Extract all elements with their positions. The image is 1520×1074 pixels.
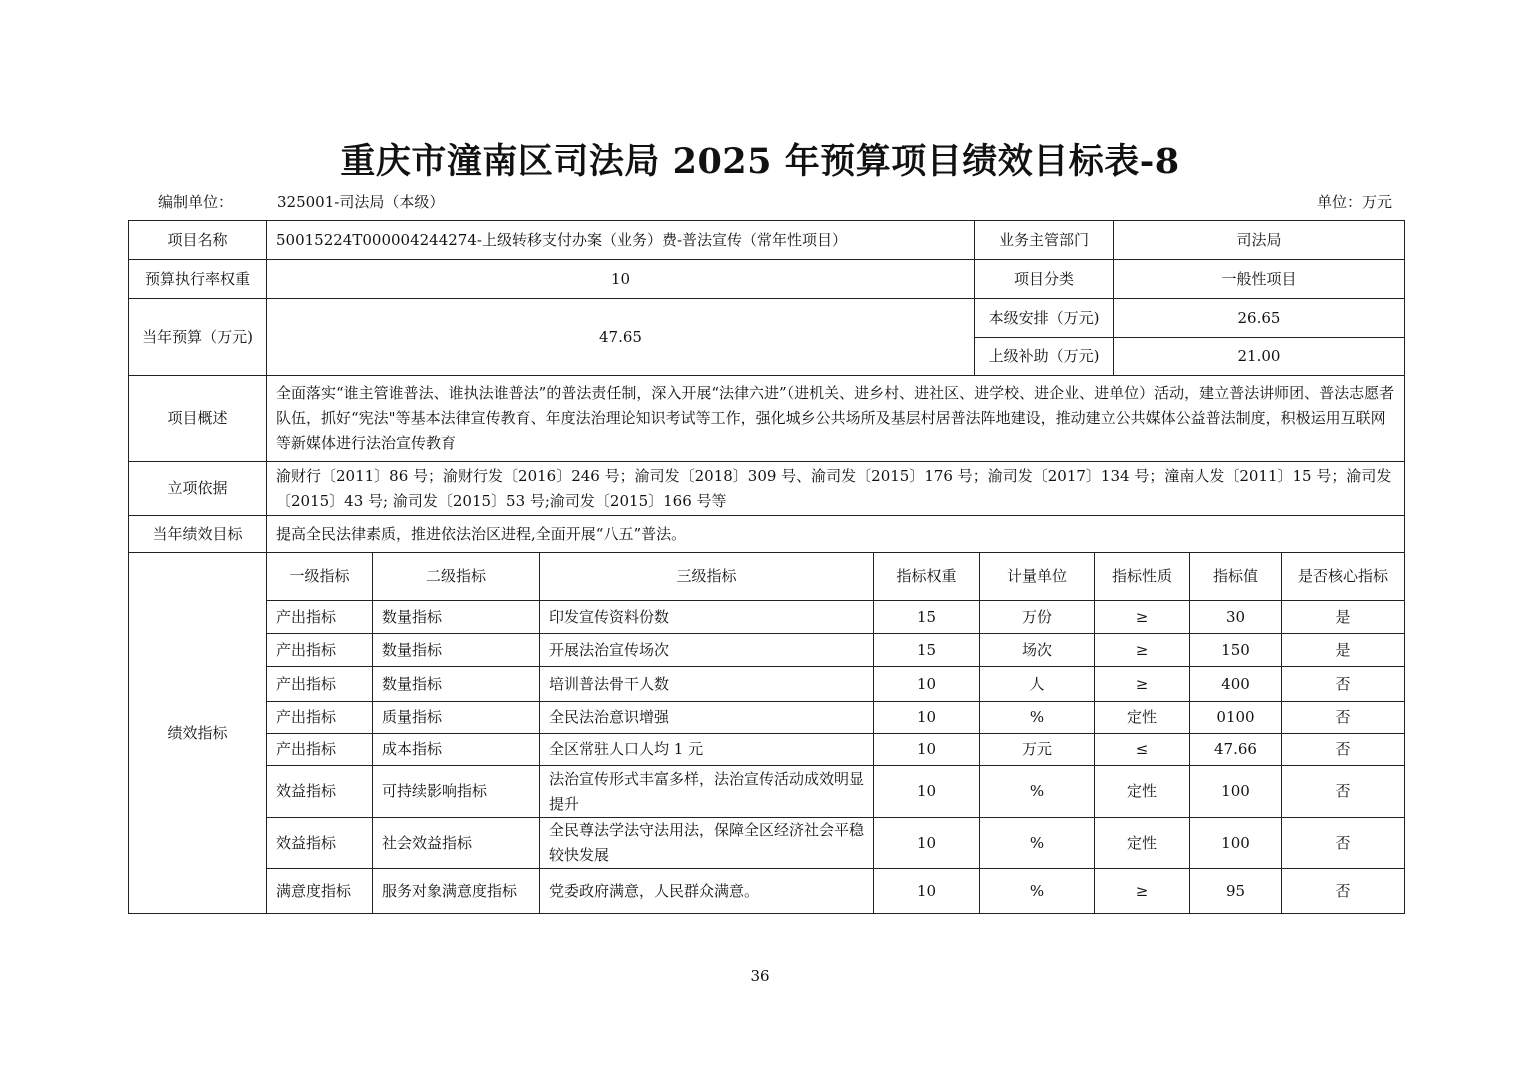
level3: 开展法治宣传场次 <box>540 634 874 667</box>
indicators-header-row <box>129 553 1405 601</box>
unit-value: 万元 <box>980 734 1095 766</box>
level2: 成本指标 <box>373 734 540 766</box>
core-value: 是 <box>1282 634 1405 667</box>
target-value: 47.66 <box>1190 734 1282 766</box>
header-level3: 三级指标 <box>540 553 874 601</box>
level3: 党委政府满意，人民群众满意。 <box>540 869 874 914</box>
page-title: 重庆市潼南区司法局 2025 年预算项目绩效目标表-8 <box>340 141 1180 182</box>
weight-value: 10 <box>874 702 980 734</box>
level3: 全民尊法学法守法用法，保障全区经济社会平稳较快发展 <box>540 818 874 869</box>
local: 26.65 <box>1114 299 1405 338</box>
level2: 数量指标 <box>373 634 540 667</box>
project-info-table <box>128 220 1405 553</box>
row-overview <box>129 376 1405 462</box>
category-label: 项目分类 <box>975 260 1114 299</box>
unit-value: 场次 <box>980 634 1095 667</box>
level3: 印发宣传资料份数 <box>540 601 874 634</box>
header-level1: 一级指标 <box>267 553 373 601</box>
nature-value: ≥ <box>1095 667 1190 702</box>
target-value: 100 <box>1190 766 1282 818</box>
basis: 渝财行〔2011〕86 号；渝财行发〔2016〕246 号；渝司发〔2018〕309 号、渝司发〔2015〕176 号；渝司发〔2017〕134 号；潼南人发〔2011〕15 号；渝司发〔2015〕43 号; 渝司发〔2015〕53 号;渝司发〔2015〕166 号等 <box>267 462 1405 516</box>
header-core: 是否核心指标 <box>1282 553 1405 601</box>
nature-value: ≥ <box>1095 634 1190 667</box>
project-name: 50015224T000004244274-上级转移支付办案（业务）费-普法宣传（常年性项目） <box>267 221 975 260</box>
weight-value: 10 <box>874 869 980 914</box>
level2: 服务对象满意度指标 <box>373 869 540 914</box>
goal: 提高全民法律素质，推进依法治区进程,全面开展“八五”普法。 <box>267 516 1405 553</box>
target-value: 0100 <box>1190 702 1282 734</box>
level2: 数量指标 <box>373 667 540 702</box>
level1: 产出指标 <box>267 702 373 734</box>
unit-value: % <box>980 766 1095 818</box>
weight-value: 15 <box>874 634 980 667</box>
dept: 司法局 <box>1114 221 1405 260</box>
core-value: 否 <box>1282 667 1405 702</box>
core-value: 否 <box>1282 766 1405 818</box>
table-row <box>129 634 1405 667</box>
level3: 法治宣传形式丰富多样，法治宣传活动成效明显提升 <box>540 766 874 818</box>
table-row <box>129 766 1405 818</box>
upper-label: 上级补助（万元) <box>975 338 1114 376</box>
unit-value: 325001-司法局（本级） <box>277 193 445 211</box>
nature-value: ≤ <box>1095 734 1190 766</box>
weight-value: 10 <box>874 766 980 818</box>
level3: 全区常驻人口人均 1 元 <box>540 734 874 766</box>
level1: 产出指标 <box>267 734 373 766</box>
level1: 效益指标 <box>267 818 373 869</box>
goal-label: 当年绩效目标 <box>129 516 267 553</box>
level1: 产出指标 <box>267 601 373 634</box>
level1: 产出指标 <box>267 667 373 702</box>
level2: 质量指标 <box>373 702 540 734</box>
unit-value: 万份 <box>980 601 1095 634</box>
row-basis <box>129 462 1405 516</box>
weight-value: 15 <box>874 601 980 634</box>
budget: 47.65 <box>267 299 975 376</box>
target-value: 400 <box>1190 667 1282 702</box>
header-weight: 指标权重 <box>874 553 980 601</box>
page-number: 36 <box>750 967 770 985</box>
weight-label: 预算执行率权重 <box>129 260 267 299</box>
row-budget <box>129 299 1405 338</box>
unit-value: 人 <box>980 667 1095 702</box>
unit-value: % <box>980 818 1095 869</box>
table-row <box>129 734 1405 766</box>
overview: 全面落实“谁主管谁普法、谁执法谁普法”的普法责任制，深入开展“法律六进”（进机关、进乡村、进社区、进学校、进企业、进单位）活动，建立普法讲师团、普法志愿者队伍，抓好“宪法"等基本法律宣传教育、年度法治理论知识考试等工作，强化城乡公共场所及基层村居普法阵地建设，推动建立公共媒体公益普法制度，积极运用互联网等新媒体进行法治宣传教育 <box>267 376 1405 462</box>
indicators-section-label: 绩效指标 <box>129 553 267 914</box>
level1: 效益指标 <box>267 766 373 818</box>
row-weight <box>129 260 1405 299</box>
unit-label: 编制单位： <box>158 193 234 211</box>
header-level2: 二级指标 <box>373 553 540 601</box>
level2: 可持续影响指标 <box>373 766 540 818</box>
core-value: 否 <box>1282 869 1405 914</box>
level1: 满意度指标 <box>267 869 373 914</box>
upper: 21.00 <box>1114 338 1405 376</box>
local-label: 本级安排（万元) <box>975 299 1114 338</box>
money-unit: 单位：万元 <box>1316 193 1392 211</box>
budget-label: 当年预算（万元) <box>129 299 267 376</box>
target-value: 95 <box>1190 869 1282 914</box>
level3: 培训普法骨干人数 <box>540 667 874 702</box>
table-row <box>129 667 1405 702</box>
level1: 产出指标 <box>267 634 373 667</box>
nature-value: ≥ <box>1095 601 1190 634</box>
basis-label: 立项依据 <box>129 462 267 516</box>
header-value: 指标值 <box>1190 553 1282 601</box>
level2: 数量指标 <box>373 601 540 634</box>
table-row <box>129 702 1405 734</box>
core-value: 否 <box>1282 702 1405 734</box>
table-row <box>129 818 1405 869</box>
core-value: 否 <box>1282 734 1405 766</box>
category: 一般性项目 <box>1114 260 1405 299</box>
weight-value: 10 <box>874 667 980 702</box>
nature-value: 定性 <box>1095 766 1190 818</box>
target-value: 100 <box>1190 818 1282 869</box>
weight: 10 <box>267 260 975 299</box>
target-value: 30 <box>1190 601 1282 634</box>
nature-value: 定性 <box>1095 818 1190 869</box>
header-nature: 指标性质 <box>1095 553 1190 601</box>
level2: 社会效益指标 <box>373 818 540 869</box>
dept-label: 业务主管部门 <box>975 221 1114 260</box>
table-row <box>129 869 1405 914</box>
nature-value: 定性 <box>1095 702 1190 734</box>
project-name-label: 项目名称 <box>129 221 267 260</box>
unit-value: % <box>980 702 1095 734</box>
unit-value: % <box>980 869 1095 914</box>
row-project-name <box>129 221 1405 260</box>
table-row <box>129 601 1405 634</box>
header-unit: 计量单位 <box>980 553 1095 601</box>
core-value: 否 <box>1282 818 1405 869</box>
level3: 全民法治意识增强 <box>540 702 874 734</box>
overview-label: 项目概述 <box>129 376 267 462</box>
core-value: 是 <box>1282 601 1405 634</box>
nature-value: ≥ <box>1095 869 1190 914</box>
target-value: 150 <box>1190 634 1282 667</box>
row-goal <box>129 516 1405 553</box>
weight-value: 10 <box>874 818 980 869</box>
weight-value: 10 <box>874 734 980 766</box>
indicators-table <box>128 552 1405 914</box>
